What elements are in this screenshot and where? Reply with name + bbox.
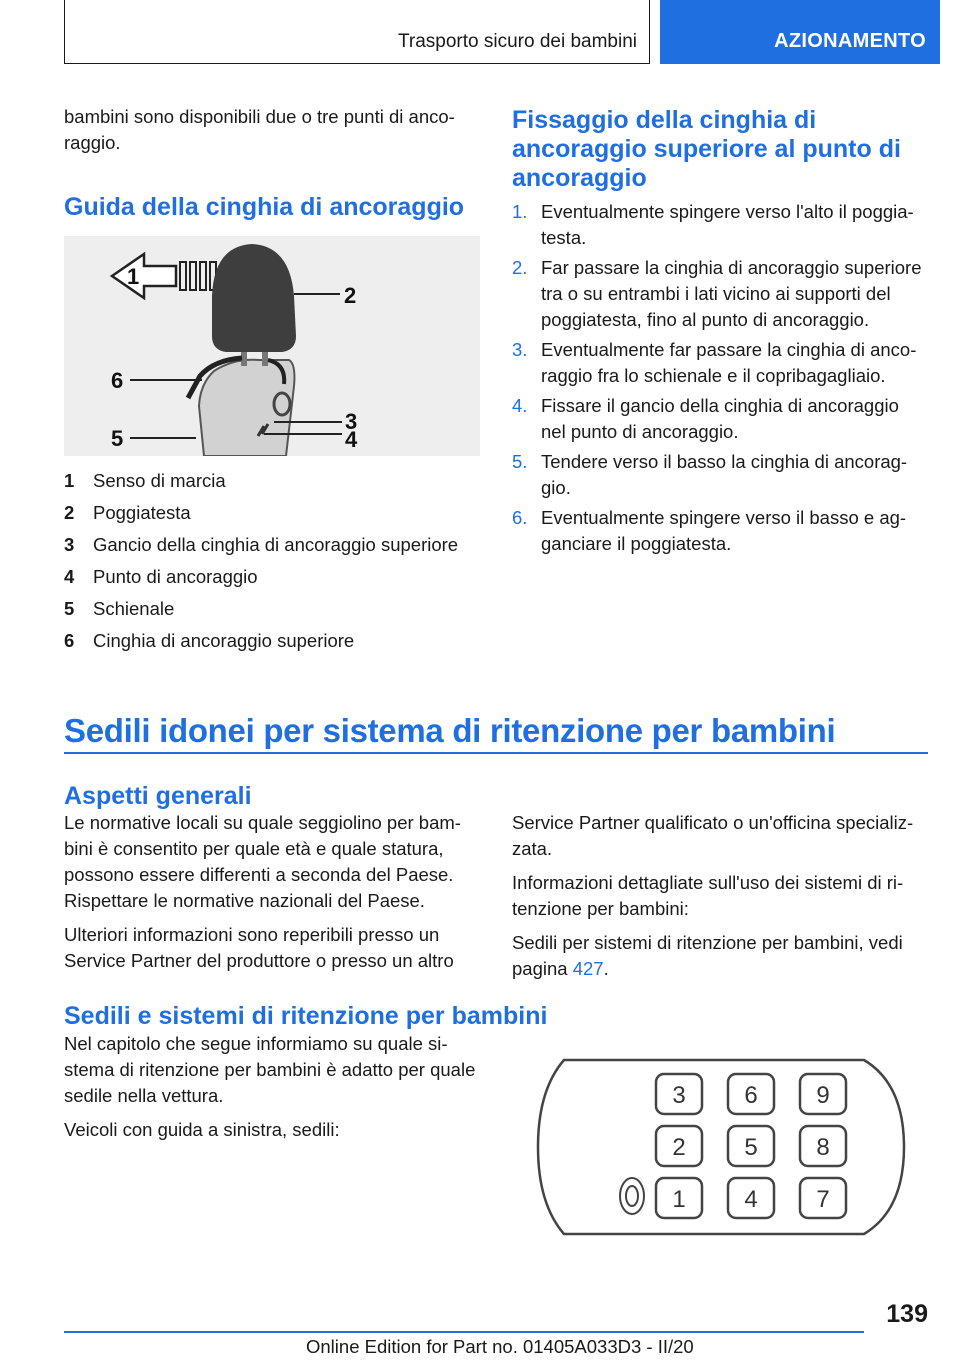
legend-number: 2 (64, 502, 75, 523)
headrest-diagram (64, 236, 480, 456)
page-number: 139 (886, 1300, 928, 1328)
legend-item (64, 465, 480, 497)
seats-left-column (64, 1031, 480, 1151)
figure-label-6: 6 (111, 368, 124, 393)
reference-text: Sedili per sistemi di ritenzione per bambini, vedi pagina (512, 932, 903, 979)
general-paragraph (512, 930, 928, 982)
general-paragraph: Ulteriori informazioni sono reperibili presso un Service Partner del produttore o presso un altro (64, 924, 454, 971)
page-link[interactable]: 427 (572, 958, 604, 979)
legend-item (64, 593, 480, 625)
general-paragraph: Le normative locali su quale seggiolino per bam-bini è consentito per quale età e quale statura, possono essere differenti a seconda del Paese. Rispettare le normative nazionali del Paese. (64, 812, 461, 911)
step-item (512, 199, 928, 251)
step-item (512, 255, 928, 333)
intro-text: bambini sono disponibili due o tre punti di anco-raggio. (64, 106, 455, 153)
header-section-title: Trasporto sicuro dei bambini (397, 31, 637, 52)
legend-item (64, 497, 480, 529)
general-paragraph: Service Partner qualificato o un'officina specializ-zata. (512, 812, 914, 859)
seat-number: 5 (744, 1134, 758, 1161)
step-item (512, 337, 928, 389)
legend-number: 3 (64, 534, 75, 555)
seat-back-shape (199, 360, 294, 456)
figure-label-4: 4 (345, 427, 358, 452)
seat-number: 9 (816, 1082, 830, 1109)
legend-text: Punto di ancoraggio (93, 566, 258, 587)
general-left-column (64, 810, 480, 982)
seats-heading: Sedili e sistemi di ritenzione per bambini (64, 1002, 548, 1030)
vehicle-outline (538, 1060, 904, 1234)
step-text: Far passare la cinghia di ancoraggio superiore tra o su entrambi i lati vicino ai supporti del poggiatesta, fino al punto di ancoraggio. (541, 257, 922, 330)
legend-text: Gancio della cinghia di ancoraggio superiore (93, 534, 459, 555)
legend-number: 6 (64, 630, 75, 651)
seat-layout-figure (534, 1054, 910, 1240)
seat-number: 1 (672, 1186, 686, 1213)
seat-number: 4 (744, 1186, 758, 1213)
seats-paragraph: Veicoli con guida a sinistra, sedili: (64, 1119, 340, 1140)
legend-item (64, 625, 480, 657)
step-number: 3. (512, 339, 528, 360)
legend-number: 1 (64, 470, 75, 491)
legend-text: Cinghia di ancoraggio superiore (93, 630, 355, 651)
right-column-top (512, 106, 928, 561)
step-item (512, 505, 928, 557)
fastening-heading: Fissaggio della cinghia di ancoraggio superiore al punto di ancoraggio (512, 106, 901, 192)
seats-paragraph: Nel capitolo che segue informiamo su quale si-stema di ritenzione per bambini è adatto per quale sedile nella vettura. (64, 1033, 476, 1106)
step-text: Fissare il gancio della cinghia di ancoraggio nel punto di ancoraggio. (541, 395, 899, 442)
seat-layout-diagram (534, 1054, 910, 1240)
step-text: Eventualmente spingere verso il basso e ag-ganciare il poggiatesta. (541, 507, 907, 554)
legend-item (64, 561, 480, 593)
legend-number: 4 (64, 566, 75, 587)
step-number: 2. (512, 257, 528, 278)
legend-text: Senso di marcia (93, 470, 226, 491)
step-text: Eventualmente far passare la cinghia di anco-raggio fra lo schienale e il copribagagliaio. (541, 339, 917, 386)
figure-label-5: 5 (111, 426, 124, 451)
headrest-figure (64, 236, 480, 456)
figure-label-2: 2 (344, 283, 357, 308)
step-item (512, 449, 928, 501)
main-section-rule (64, 752, 928, 754)
figure-label-3: 3 (345, 409, 358, 434)
footer-edition: Online Edition for Part no. 01405A033D3 - II/20 (306, 1336, 694, 1357)
main-section-title: Sedili idonei per sistema di ritenzione per bambini (64, 712, 836, 749)
general-right-column (512, 810, 928, 990)
header-chapter-title: AZIONAMENTO (774, 30, 926, 52)
legend-number: 5 (64, 598, 75, 619)
header-chapter-tab[interactable] (660, 0, 940, 64)
legend-text: Schienale (93, 598, 175, 619)
step-number: 6. (512, 507, 528, 528)
general-heading: Aspetti generali (64, 782, 252, 810)
seat-number: 8 (816, 1134, 830, 1161)
seat-number: 2 (672, 1134, 686, 1161)
figure-label-1: 1 (127, 264, 140, 289)
step-number: 4. (512, 395, 528, 416)
step-number: 5. (512, 451, 528, 472)
seat-number: 3 (672, 1082, 686, 1109)
figure-legend (64, 465, 480, 657)
header-section-box (64, 0, 650, 64)
headrest-shape (212, 244, 296, 352)
strap-guide-heading: Guida della cinghia di ancoraggio (64, 193, 465, 221)
seat-number: 6 (744, 1082, 758, 1109)
step-text: Tendere verso il basso la cinghia di ancorag-gio. (541, 451, 908, 498)
footer-rule (64, 1331, 864, 1333)
seat-number: 7 (816, 1186, 830, 1213)
general-paragraph: Informazioni dettagliate sull'uso dei sistemi di ri-tenzione per bambini: (512, 872, 904, 919)
legend-text: Poggiatesta (93, 502, 191, 523)
legend-item (64, 529, 480, 561)
reference-period: . (603, 958, 609, 979)
left-column-top (64, 104, 480, 164)
step-number: 1. (512, 201, 528, 222)
step-item (512, 393, 928, 445)
step-text: Eventualmente spingere verso l'alto il poggia-testa. (541, 201, 914, 248)
